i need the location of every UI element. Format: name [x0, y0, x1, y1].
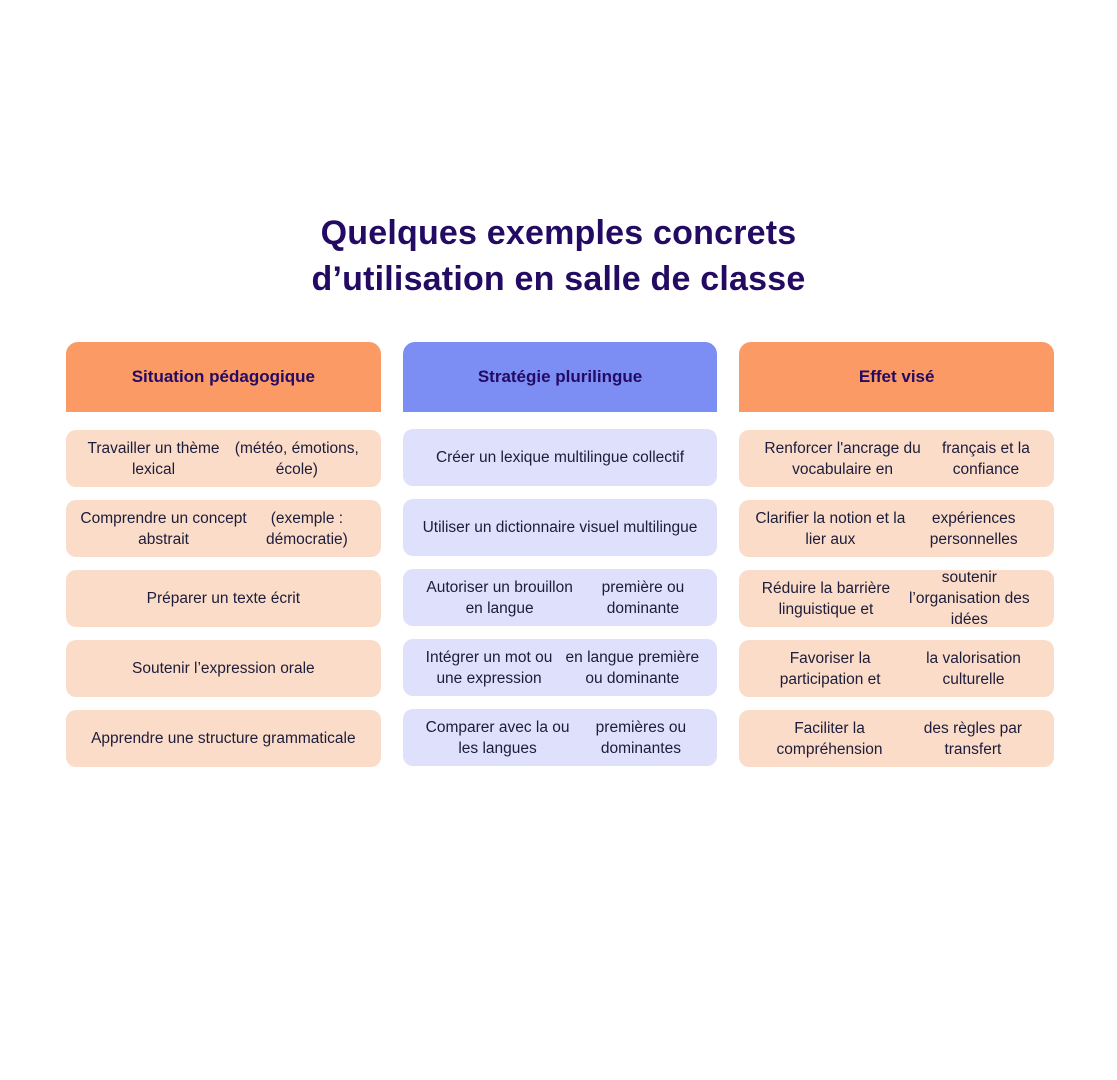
table-cell [66, 570, 381, 627]
table-cell [403, 639, 718, 696]
table-cell [403, 499, 718, 556]
cell-line-2: (météo, émotions, école) [234, 439, 359, 478]
examples-table [66, 342, 1054, 767]
table-column-strategie-plurilingue [403, 342, 718, 767]
cell-line-1: Soutenir l’expression orale [132, 660, 315, 677]
cell-line-1: Comparer avec la ou les langues [425, 718, 570, 757]
cell-line-2: soutenir l’organisation des idées [908, 569, 1030, 628]
cell-line-2: expériences personnelles [929, 509, 1018, 548]
table-cell [739, 570, 1054, 627]
table-column-effet-vise [739, 342, 1054, 767]
cell-line-1: Réduire la barrière linguistique et [761, 579, 891, 618]
cell-line-2: (exemple : démocratie) [265, 509, 348, 548]
cell-line-1: Apprendre une structure grammaticale [91, 730, 356, 747]
cell-line-1: Travailler un thème lexical [87, 439, 220, 478]
table-cell [739, 710, 1054, 767]
table-cell [403, 709, 718, 766]
table-cell [403, 429, 718, 486]
cell-line-1: Utiliser un dictionnaire visuel multilingue [422, 519, 698, 536]
cell-line-1: Autoriser un brouillon en langue [426, 578, 573, 617]
page-title-line-1: Quelques exemples concrets [320, 214, 797, 252]
table-cell [66, 710, 381, 767]
cell-line-1: Faciliter la compréhension [776, 719, 883, 758]
cell-line-2: en langue première ou dominante [565, 648, 700, 687]
column-cells-situation-pedagogique [66, 430, 381, 767]
cell-line-2: la valorisation culturelle [926, 649, 1021, 688]
cell-line-1: Préparer un texte écrit [146, 590, 301, 607]
table-cell [66, 430, 381, 487]
column-header-strategie-plurilingue: Stratégie plurilingue [403, 342, 718, 412]
table-cell [403, 569, 718, 626]
cell-line-2: des règles par transfert [923, 719, 1022, 758]
column-header-effet-vise: Effet visé [739, 342, 1054, 412]
cell-line-1: Créer un lexique multilingue collectif [435, 449, 685, 466]
cell-line-1: Intégrer un mot ou une expression [425, 648, 553, 687]
cell-line-1: Favoriser la participation et [779, 649, 881, 688]
column-cells-effet-vise [739, 430, 1054, 767]
table-cell [739, 430, 1054, 487]
page-title-line-2: d’utilisation en salle de classe [311, 260, 806, 298]
cell-line-2: premières ou dominantes [595, 718, 687, 757]
cell-line-2: français et la confiance [941, 439, 1030, 478]
column-header-situation-pedagogique: Situation pédagogique [66, 342, 381, 412]
cell-line-1: Clarifier la notion et la lier aux [755, 509, 906, 548]
table-cell [66, 640, 381, 697]
table-cell [66, 500, 381, 557]
table-cell [739, 640, 1054, 697]
table-cell [739, 500, 1054, 557]
column-cells-strategie-plurilingue [403, 429, 718, 766]
table-column-situation-pedagogique [66, 342, 381, 767]
page-title [0, 210, 1117, 302]
cell-line-2: première ou dominante [601, 578, 685, 617]
cell-line-1: Comprendre un concept abstrait [80, 509, 247, 548]
cell-line-1: Renforcer l'ancrage du vocabulaire en [764, 439, 921, 478]
